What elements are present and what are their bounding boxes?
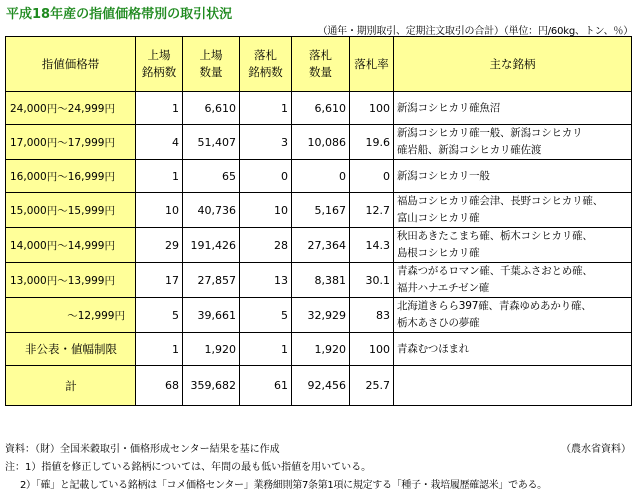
header-rate: 落札率	[350, 37, 394, 92]
won-count-cell: 28	[240, 228, 292, 263]
listed-count-cell: 1	[136, 333, 183, 366]
won-qty-cell: 5,167	[292, 193, 350, 228]
table-row	[6, 125, 632, 160]
table-row	[6, 92, 632, 125]
band-cell: 16,000円～16,999円	[6, 160, 136, 193]
listed-qty-cell: 27,857	[183, 263, 240, 298]
table-row	[6, 228, 632, 263]
rate-cell: 14.3	[350, 228, 394, 263]
listed-qty-cell: 1,920	[183, 333, 240, 366]
band-cell: 24,000円～24,999円	[6, 92, 136, 125]
band-cell: 計	[6, 366, 136, 406]
won-qty-cell: 1,920	[292, 333, 350, 366]
brands-cell: 新潟コシヒカリ確一般、新潟コシヒカリ 確岩船、新潟コシヒカリ確佐渡	[394, 125, 632, 160]
brands-cell: 新潟コシヒカリ一般	[394, 160, 632, 193]
won-qty-cell: 6,610	[292, 92, 350, 125]
rate-cell: 12.7	[350, 193, 394, 228]
won-count-cell: 61	[240, 366, 292, 406]
brands-cell: 北海道きらら397確、青森ゆめあかり確、 栃木あさひの夢確	[394, 298, 632, 333]
table-row	[6, 263, 632, 298]
table-row	[6, 333, 632, 366]
listed-count-cell: 1	[136, 160, 183, 193]
listed-qty-cell: 40,736	[183, 193, 240, 228]
brands-cell: 秋田あきたこまち確、栃木コシヒカリ確、 島根コシヒカリ確	[394, 228, 632, 263]
band-cell: 13,000円～13,999円	[6, 263, 136, 298]
won-count-cell: 13	[240, 263, 292, 298]
won-qty-cell: 8,381	[292, 263, 350, 298]
source-credit: （農水省資料）	[561, 444, 631, 455]
header-band: 指値価格帯	[6, 37, 136, 92]
band-cell: 非公表・値幅制限	[6, 333, 136, 366]
listed-qty-cell: 359,682	[183, 366, 240, 406]
listed-count-cell: 4	[136, 125, 183, 160]
brands-cell: 青森むつほまれ	[394, 333, 632, 366]
won-count-cell: 3	[240, 125, 292, 160]
listed-qty-cell: 191,426	[183, 228, 240, 263]
header-won-count: 落札 銘柄数	[240, 37, 292, 92]
page-title: 平成18年産の指値価格帯別の取引状況	[6, 7, 233, 22]
footnote-2: 2）「確」と記載している銘柄は「コメ価格センター」業務細則第7条第1項に規定する「種子・栽培履歴確認米」である。	[20, 480, 547, 491]
listed-qty-cell: 51,407	[183, 125, 240, 160]
rate-cell: 0	[350, 160, 394, 193]
brands-cell: 青森つがるロマン確、千葉ふさおとめ確、 福井ハナエチゼン確	[394, 263, 632, 298]
band-cell: 14,000円～14,999円	[6, 228, 136, 263]
listed-count-cell: 10	[136, 193, 183, 228]
price-band-table	[5, 36, 632, 406]
listed-qty-cell: 65	[183, 160, 240, 193]
header-listed-count: 上場 銘柄数	[136, 37, 183, 92]
rate-cell: 25.7	[350, 366, 394, 406]
won-count-cell: 5	[240, 298, 292, 333]
footnote-1: 注：1）指値を修正している銘柄については、年間の最も低い指値を用いている。	[5, 462, 372, 473]
table-row	[6, 193, 632, 228]
header-brands: 主な銘柄	[394, 37, 632, 92]
listed-count-cell: 17	[136, 263, 183, 298]
won-qty-cell: 27,364	[292, 228, 350, 263]
band-cell: ～12,999円	[6, 298, 136, 333]
won-count-cell: 10	[240, 193, 292, 228]
band-cell: 15,000円～15,999円	[6, 193, 136, 228]
listed-count-cell: 29	[136, 228, 183, 263]
units-note: （通年・期別取引、定期注文取引の合計）（単位：円/60kg、トン、％）	[317, 26, 633, 37]
won-qty-cell: 10,086	[292, 125, 350, 160]
band-cell: 17,000円～17,999円	[6, 125, 136, 160]
brands-cell: 福島コシヒカリ確会津、長野コシヒカリ確、 富山コシヒカリ確	[394, 193, 632, 228]
won-qty-cell: 0	[292, 160, 350, 193]
listed-qty-cell: 39,661	[183, 298, 240, 333]
table-row-total	[6, 366, 632, 406]
rate-cell: 100	[350, 333, 394, 366]
table-header-row	[6, 37, 632, 92]
rate-cell: 19.6	[350, 125, 394, 160]
won-count-cell: 1	[240, 92, 292, 125]
brands-cell: 新潟コシヒカリ確魚沼	[394, 92, 632, 125]
won-count-cell: 0	[240, 160, 292, 193]
rate-cell: 83	[350, 298, 394, 333]
listed-count-cell: 1	[136, 92, 183, 125]
listed-count-cell: 5	[136, 298, 183, 333]
header-listed-qty: 上場 数量	[183, 37, 240, 92]
listed-count-cell: 68	[136, 366, 183, 406]
rate-cell: 30.1	[350, 263, 394, 298]
header-won-qty: 落札 数量	[292, 37, 350, 92]
table-row	[6, 160, 632, 193]
table-row	[6, 298, 632, 333]
rate-cell: 100	[350, 92, 394, 125]
won-qty-cell: 32,929	[292, 298, 350, 333]
brands-cell	[394, 366, 632, 406]
won-count-cell: 1	[240, 333, 292, 366]
won-qty-cell: 92,456	[292, 366, 350, 406]
listed-qty-cell: 6,610	[183, 92, 240, 125]
source-note: 資料：（財）全国米穀取引・価格形成センター結果を基に作成	[5, 444, 280, 455]
